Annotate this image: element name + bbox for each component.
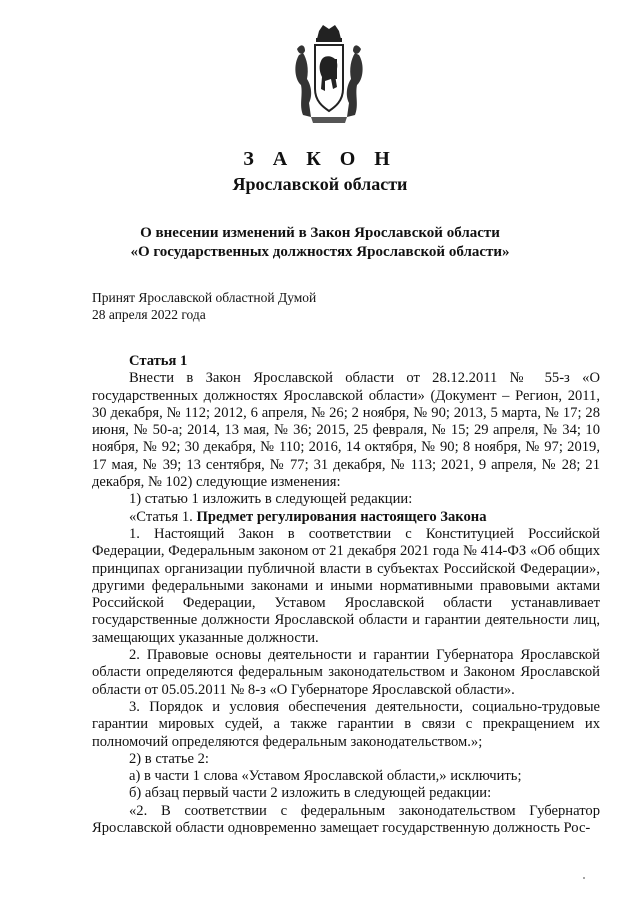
paragraph-subitem-a: а) в части 1 слова «Уставом Ярославской области,» исключить; [129,768,522,785]
paragraph-intro: Внести в Закон Ярославской области от 28.12.2011 № 55-з «О государственных должностях Ярославской области» (Документ – Регион, 2011, 30 декабря, № 112; 2012, 6 апреля, № 26; 2 ноября, № 90; 2013, 5 марта, № 17; 28 июня, № 50-а; 2014, 13 мая, № 36; 2015, 25 февраля, № 15; 29 апреля, № 34; 10 ноября, № 92; 30 декабря, № 110; 2016, 14 октября, № 90; 8 ноября, № 97; 2019, 17 мая, № 39; 13 сентября, № 77; 31 декабря, № 113; 2021, 9 апреля, № 28; 21 декабря, № 102) следующие изменения: [92,370,600,491]
paragraph-part-3: 3. Порядок и условия обеспечения деятельности, социально-трудовые гарантии мировых судей, а также гарантии в связи с прекращением их полномочий определяются федеральным законодательством.»; [92,698,600,750]
subject-line-2: «О государственных должностях Ярославской области» [130,244,510,260]
document-title: З А К О Н [243,148,397,170]
quoted-article-prefix: «Статья 1. [129,508,197,525]
paragraph-part-1: 1. Настоящий Закон в соответствии с Конституцией Российской Федерации, Федеральным законом от 21 декабря 2021 года № 414-ФЗ «Об общих принципах организации публичной власти в субъектах Российской Федерации», другими федеральными законами и иными нормативными правовыми актами Российской Федерации, Уставом Ярославской области устанавливает государственные должности Ярославской области и гарантии деятельности лиц, замещающих указанные должности. [92,525,600,646]
paragraph-subitem-b: б) абзац первый части 2 изложить в следующей редакции: [129,785,492,802]
adoption-info [92,289,316,323]
law-subject [0,224,640,262]
paragraph-item-1: 1) статью 1 изложить в следующей редакции: [129,491,413,508]
adopted-by: Принят Ярославской областной Думой [92,290,317,305]
paragraph-part-2: 2. Правовые основы деятельности и гарантии Губернатора Ярославской области определяются федеральным законодательством и Законом Ярославской области от 05.05.2011 № 8-з «О Губернаторе Ярославской области». [92,647,600,698]
document-region: Ярославской области [232,174,408,194]
paragraph-quoted-part-2: «2. В соответствии с федеральным законодательством Губернатор Ярославской области одновременно замещает государственную должность Рос- [92,802,600,837]
article-heading: Статья 1 [129,353,188,369]
scan-mark [583,877,585,879]
coat-of-arms-icon [291,25,367,125]
quoted-article-title: Предмет регулирования настоящего Закона [196,508,487,525]
subject-line-1: О внесении изменений в Закон Ярославской области [140,225,500,241]
law-body [92,353,600,837]
adopted-date: 28 апреля 2022 года [92,307,206,322]
paragraph-item-2: 2) в статье 2: [129,750,209,767]
quoted-article-heading [92,509,600,526]
